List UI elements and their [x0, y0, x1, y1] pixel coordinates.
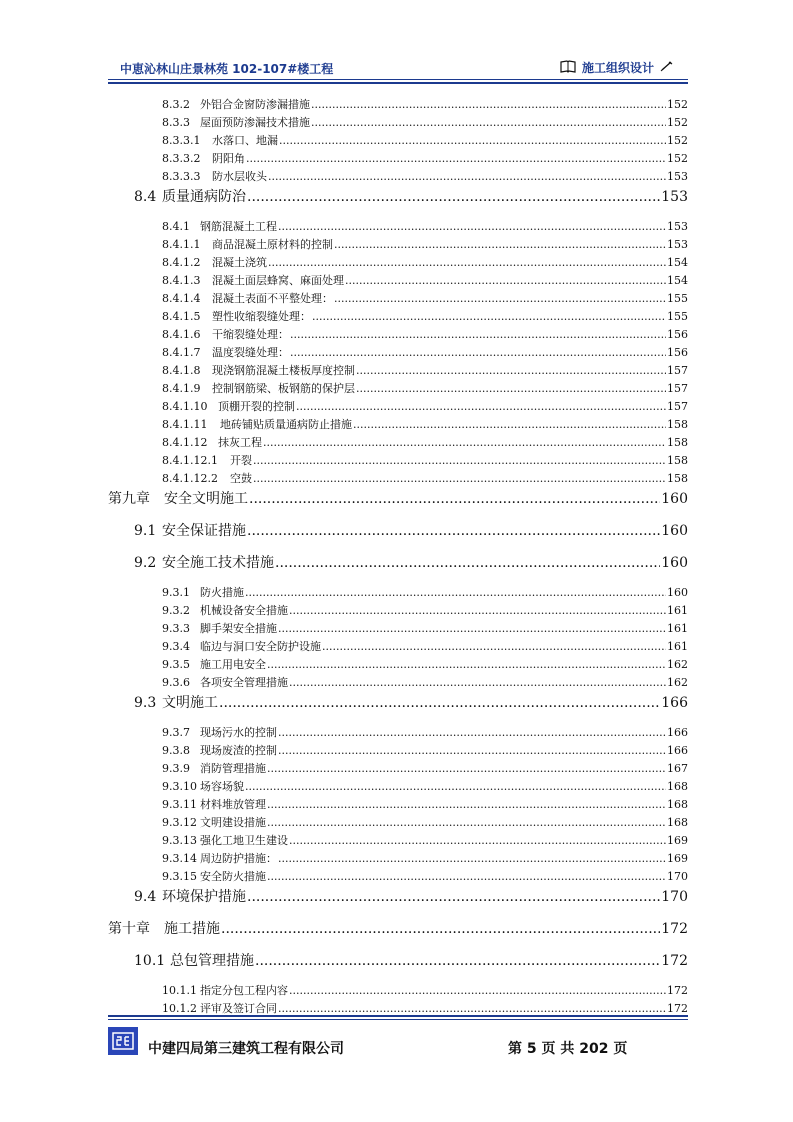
toc-entry-number: 第九章	[108, 491, 150, 507]
toc-entry-page: 169	[667, 852, 688, 865]
header-divider-thick	[108, 82, 688, 84]
toc-entry[interactable]	[162, 982, 688, 998]
toc-dot-leader	[289, 984, 666, 997]
toc-entry-title: 顶棚开裂的控制	[218, 400, 295, 413]
toc-entry-page: 153	[661, 189, 688, 205]
toc-entry-title: 温度裂缝处理：	[212, 346, 289, 359]
toc-entry[interactable]	[162, 796, 688, 812]
toc-entry-title: 安全保证措施	[162, 523, 246, 539]
toc-entry-page: 153	[667, 238, 688, 251]
toc-entry[interactable]	[162, 150, 688, 166]
toc-entry-page: 158	[667, 436, 688, 449]
toc-entry[interactable]	[134, 186, 688, 206]
toc-entry-number: 10.1	[134, 953, 166, 969]
toc-entry-number: 8.4.1.11	[162, 418, 208, 431]
toc-entry-title: 脚手架安全措施	[200, 622, 277, 635]
toc-entry-page: 172	[667, 984, 688, 997]
toc-entry[interactable]	[162, 1000, 688, 1016]
toc-entry-title: 安全施工技术措施	[162, 555, 274, 571]
toc-entry-page: 162	[667, 676, 688, 689]
toc-dot-leader	[278, 726, 666, 739]
toc-entry-page: 162	[667, 658, 688, 671]
toc-dot-leader	[267, 816, 666, 829]
toc-entry-number: 9.3.5	[162, 658, 190, 671]
toc-entry-page: 152	[667, 134, 688, 147]
toc-entry-number: 8.4.1	[162, 220, 190, 233]
toc-entry-title: 抹灰工程	[218, 436, 262, 449]
toc-entry-page: 158	[667, 418, 688, 431]
toc-dot-leader	[278, 1002, 666, 1015]
toc-entry-page: 152	[667, 98, 688, 111]
book-icon	[560, 60, 576, 76]
footer-divider-thin	[108, 1019, 688, 1020]
doc-type-label: 施工组织设计	[581, 61, 654, 75]
toc-entry[interactable]	[162, 326, 688, 342]
toc-dot-leader	[221, 921, 660, 937]
toc-entry-title: 指定分包工程内容	[200, 984, 288, 997]
toc-entry-page: 155	[667, 310, 688, 323]
toc-entry[interactable]	[134, 886, 688, 906]
toc-entry-number: 8.4.1.4	[162, 292, 201, 305]
toc-entry-title: 安全防火措施	[200, 870, 266, 883]
toc-entry-number: 8.4.1.1	[162, 238, 201, 251]
toc-entry-title: 屋面预防渗漏技术措施	[200, 116, 310, 129]
toc-entry-page: 170	[661, 889, 688, 905]
toc-dot-leader	[289, 604, 666, 617]
toc-entry[interactable]	[162, 362, 688, 378]
toc-entry[interactable]	[134, 692, 688, 712]
toc-entry-title: 消防管理措施	[200, 762, 266, 775]
toc-entry-page: 160	[661, 555, 688, 571]
toc-entry-page: 152	[667, 152, 688, 165]
toc-entry-title: 场容场貌	[200, 780, 244, 793]
toc-dot-leader	[267, 798, 666, 811]
toc-entry-title: 开裂	[230, 454, 252, 467]
toc-entry-page: 166	[661, 695, 688, 711]
toc-entry-number: 9.3.13	[162, 834, 197, 847]
toc-entry[interactable]	[162, 778, 688, 794]
toc-entry-page: 161	[667, 604, 688, 617]
toc-entry-page: 154	[667, 256, 688, 269]
toc-entry-number: 9.3	[134, 695, 157, 711]
toc-entry-title: 施工用电安全	[200, 658, 266, 671]
toc-entry-number: 9.3.12	[162, 816, 197, 829]
toc-dot-leader	[356, 382, 666, 395]
toc-entry-page: 153	[667, 170, 688, 183]
toc-entry-page: 168	[667, 798, 688, 811]
toc-dot-leader	[290, 346, 666, 359]
toc-entry[interactable]	[162, 656, 688, 672]
toc-entry-page: 160	[661, 523, 688, 539]
toc-entry-page: 161	[667, 640, 688, 653]
toc-entry-number: 8.4.1.8	[162, 364, 201, 377]
toc-entry-number: 8.4	[134, 189, 157, 205]
project-title: 中恵沁林山庄景林苑 102-107#楼工程	[120, 62, 334, 76]
toc-entry-number: 9.3.1	[162, 586, 190, 599]
toc-dot-leader	[279, 134, 666, 147]
toc-dot-leader	[267, 762, 666, 775]
toc-entry-title: 安全文明施工	[164, 491, 248, 507]
pen-icon	[660, 60, 674, 75]
toc-entry[interactable]	[162, 290, 688, 306]
toc-entry-title: 水落口、地漏	[212, 134, 278, 147]
toc-dot-leader	[275, 555, 660, 571]
toc-entry[interactable]	[162, 272, 688, 288]
toc-entry-number: 8.3.3.2	[162, 152, 201, 165]
toc-entry-title: 干缩裂缝处理：	[212, 328, 289, 341]
toc-dot-leader	[245, 780, 666, 793]
toc-entry-number: 9.3.8	[162, 744, 190, 757]
toc-entry-page: 154	[667, 274, 688, 287]
toc-entry[interactable]	[162, 236, 688, 252]
toc-dot-leader	[289, 834, 666, 847]
toc-entry-number: 9.3.9	[162, 762, 190, 775]
toc-entry-title: 材料堆放管理	[200, 798, 266, 811]
page-header	[108, 56, 688, 78]
toc-entry[interactable]	[162, 416, 688, 432]
toc-entry-number: 8.4.1.2	[162, 256, 201, 269]
toc-entry-title: 总包管理措施	[170, 953, 254, 969]
toc-dot-leader	[345, 274, 666, 287]
toc-entry[interactable]	[162, 254, 688, 270]
toc-entry[interactable]	[162, 470, 688, 486]
toc-dot-leader	[296, 400, 666, 413]
toc-entry[interactable]	[162, 452, 688, 468]
toc-entry-title: 外铝合金窗防渗漏措施	[200, 98, 310, 111]
toc-dot-leader	[278, 744, 666, 757]
toc-entry-page: 156	[667, 346, 688, 359]
toc-entry-title: 周边防护措施：	[200, 852, 277, 865]
toc-dot-leader	[267, 658, 666, 671]
toc-entry-page: 157	[667, 382, 688, 395]
toc-dot-leader	[247, 189, 660, 205]
toc-entry[interactable]	[162, 832, 688, 848]
toc-entry-title: 环境保护措施	[162, 889, 246, 905]
toc-entry[interactable]	[162, 620, 688, 636]
toc-entry-number: 9.3.6	[162, 676, 190, 689]
toc-entry-page: 153	[667, 220, 688, 233]
toc-entry[interactable]	[162, 584, 688, 600]
toc-entry-page: 168	[667, 780, 688, 793]
toc-dot-leader	[322, 640, 666, 653]
toc-dot-leader	[246, 152, 666, 165]
toc-entry-title: 阴阳角	[212, 152, 245, 165]
toc-entry-number: 9.3.15	[162, 870, 197, 883]
toc-entry[interactable]	[162, 638, 688, 654]
toc-entry[interactable]	[134, 552, 688, 572]
header-divider	[108, 79, 688, 80]
cscec-logo-icon	[108, 1027, 138, 1055]
doc-type-group	[560, 59, 674, 76]
toc-entry-number: 8.4.1.12	[162, 436, 208, 449]
toc-entry-page: 157	[667, 364, 688, 377]
toc-entry-page: 172	[661, 953, 688, 969]
toc-entry[interactable]	[162, 868, 688, 884]
toc-entry-page: 158	[667, 472, 688, 485]
toc-entry-number: 9.3.3	[162, 622, 190, 635]
toc-entry-number: 9.3.11	[162, 798, 197, 811]
toc-entry-number: 8.4.1.5	[162, 310, 201, 323]
toc-entry-page: 161	[667, 622, 688, 635]
toc-dot-leader	[334, 238, 666, 251]
toc-dot-leader	[253, 472, 666, 485]
toc-entry[interactable]	[134, 950, 688, 970]
toc-entry[interactable]	[162, 742, 688, 758]
toc-dot-leader	[247, 889, 660, 905]
toc-entry[interactable]	[162, 398, 688, 414]
toc-entry-number: 第十章	[108, 921, 150, 937]
toc-entry-page: 155	[667, 292, 688, 305]
toc-dot-leader	[290, 328, 666, 341]
toc-entry-page: 169	[667, 834, 688, 847]
toc-entry-page: 158	[667, 454, 688, 467]
toc-entry-number: 9.3.7	[162, 726, 190, 739]
toc-dot-leader	[253, 454, 666, 467]
toc-entry-page: 152	[667, 116, 688, 129]
toc-entry-number: 9.3.2	[162, 604, 190, 617]
toc-entry-number: 8.3.3.1	[162, 134, 201, 147]
toc-entry[interactable]	[162, 814, 688, 830]
toc-entry-page: 172	[667, 1002, 688, 1015]
toc-entry-page: 168	[667, 816, 688, 829]
toc-entry-number: 8.3.3.3	[162, 170, 201, 183]
toc-entry-title: 文明建设措施	[200, 816, 266, 829]
toc-entry[interactable]	[162, 132, 688, 148]
toc-dot-leader	[311, 116, 666, 129]
toc-entry-number: 9.4	[134, 889, 157, 905]
toc-entry[interactable]	[162, 114, 688, 130]
toc-entry-title: 临边与洞口安全防护设施	[200, 640, 321, 653]
toc-entry-title: 防火措施	[200, 586, 244, 599]
toc-entry-page: 166	[667, 726, 688, 739]
toc-entry-title: 控制钢筋梁、板钢筋的保护层	[212, 382, 355, 395]
toc-entry[interactable]	[162, 308, 688, 324]
toc-dot-leader	[247, 523, 660, 539]
toc-entry[interactable]	[134, 520, 688, 540]
toc-entry[interactable]	[162, 434, 688, 450]
toc-entry-title: 塑性收缩裂缝处理：	[212, 310, 311, 323]
toc-entry-number: 8.4.1.12.1	[162, 454, 218, 467]
toc-entry-page: 156	[667, 328, 688, 341]
toc-dot-leader	[289, 676, 666, 689]
toc-entry-number: 8.4.1.6	[162, 328, 201, 341]
toc-entry-page: 167	[667, 762, 688, 775]
toc-entry-number: 8.4.1.7	[162, 346, 201, 359]
toc-entry-number: 9.3.14	[162, 852, 197, 865]
toc-dot-leader	[356, 364, 666, 377]
toc-entry-title: 防水层收头	[212, 170, 267, 183]
toc-dot-leader	[278, 622, 666, 635]
toc-entry[interactable]	[162, 602, 688, 618]
toc-entry[interactable]	[162, 344, 688, 360]
toc-entry-number: 8.4.1.3	[162, 274, 201, 287]
toc-entry[interactable]	[162, 168, 688, 184]
toc-entry-number: 9.3.10	[162, 780, 197, 793]
company-name: 中建四局第三建筑工程有限公司	[148, 1041, 344, 1057]
toc-entry-number: 8.4.1.10	[162, 400, 208, 413]
toc-entry-title: 现场污水的控制	[200, 726, 277, 739]
toc-entry-number: 9.1	[134, 523, 157, 539]
toc-dot-leader	[278, 852, 666, 865]
toc-entry-page: 160	[661, 491, 688, 507]
toc-dot-leader	[255, 953, 660, 969]
toc-entry-title: 各项安全管理措施	[200, 676, 288, 689]
toc-entry-page: 166	[667, 744, 688, 757]
toc-entry-number: 9.2	[134, 555, 157, 571]
toc-entry-title: 机械设备安全措施	[200, 604, 288, 617]
toc-entry-title: 强化工地卫生建设	[200, 834, 288, 847]
toc-dot-leader	[353, 418, 666, 431]
toc-dot-leader	[334, 292, 666, 305]
toc-entry-number: 8.3.2	[162, 98, 190, 111]
toc-dot-leader	[268, 256, 666, 269]
toc-entry-number: 10.1.2	[162, 1002, 197, 1015]
toc-entry-title: 混凝土浇筑	[212, 256, 267, 269]
toc-entry-title: 现场废渣的控制	[200, 744, 277, 757]
toc-entry-number: 8.4.1.12.2	[162, 472, 218, 485]
toc-dot-leader	[249, 491, 660, 507]
toc-entry-title: 商品混凝土原材料的控制	[212, 238, 333, 251]
toc-entry-page: 172	[661, 921, 688, 937]
toc-dot-leader	[278, 220, 666, 233]
toc-entry-title: 文明施工	[162, 695, 218, 711]
toc-entry-page: 157	[667, 400, 688, 413]
toc-entry[interactable]	[108, 488, 688, 508]
toc-entry-title: 现浇钢筋混凝土楼板厚度控制	[212, 364, 355, 377]
toc-entry[interactable]	[162, 96, 688, 112]
toc-dot-leader	[267, 870, 666, 883]
toc-entry-title: 钢筋混凝土工程	[200, 220, 277, 233]
toc-entry[interactable]	[162, 218, 688, 234]
toc-entry[interactable]	[162, 850, 688, 866]
toc-dot-leader	[311, 98, 666, 111]
toc-entry-title: 评审及签订合同	[200, 1002, 277, 1015]
toc-entry-number: 8.4.1.9	[162, 382, 201, 395]
toc-entry[interactable]	[162, 760, 688, 776]
toc-dot-leader	[219, 695, 660, 711]
toc-entry-title: 质量通病防治	[162, 189, 246, 205]
page-number: 第 5 页 共 202 页	[508, 1041, 628, 1057]
toc-dot-leader	[268, 170, 666, 183]
toc-entry-page: 170	[667, 870, 688, 883]
toc-entry-number: 8.3.3	[162, 116, 190, 129]
toc-entry-number: 9.3.4	[162, 640, 190, 653]
toc-entry-page: 160	[667, 586, 688, 599]
toc-dot-leader	[312, 310, 666, 323]
toc-entry-title: 施工措施	[164, 921, 220, 937]
toc-entry-number: 10.1.1	[162, 984, 197, 997]
toc-entry-title: 地砖铺贴质量通病防止措施	[220, 418, 352, 431]
toc-entry-title: 空鼓	[230, 472, 252, 485]
toc-entry[interactable]	[162, 380, 688, 396]
toc-entry-title: 混凝土面层蜂窝、麻面处理	[212, 274, 344, 287]
toc-entry[interactable]	[162, 674, 688, 690]
footer-divider	[108, 1015, 688, 1017]
toc-dot-leader	[245, 586, 666, 599]
toc-dot-leader	[263, 436, 666, 449]
toc-entry[interactable]	[162, 724, 688, 740]
toc-entry[interactable]	[108, 918, 688, 938]
toc-entry-title: 混凝土表面不平整处理：	[212, 292, 333, 305]
